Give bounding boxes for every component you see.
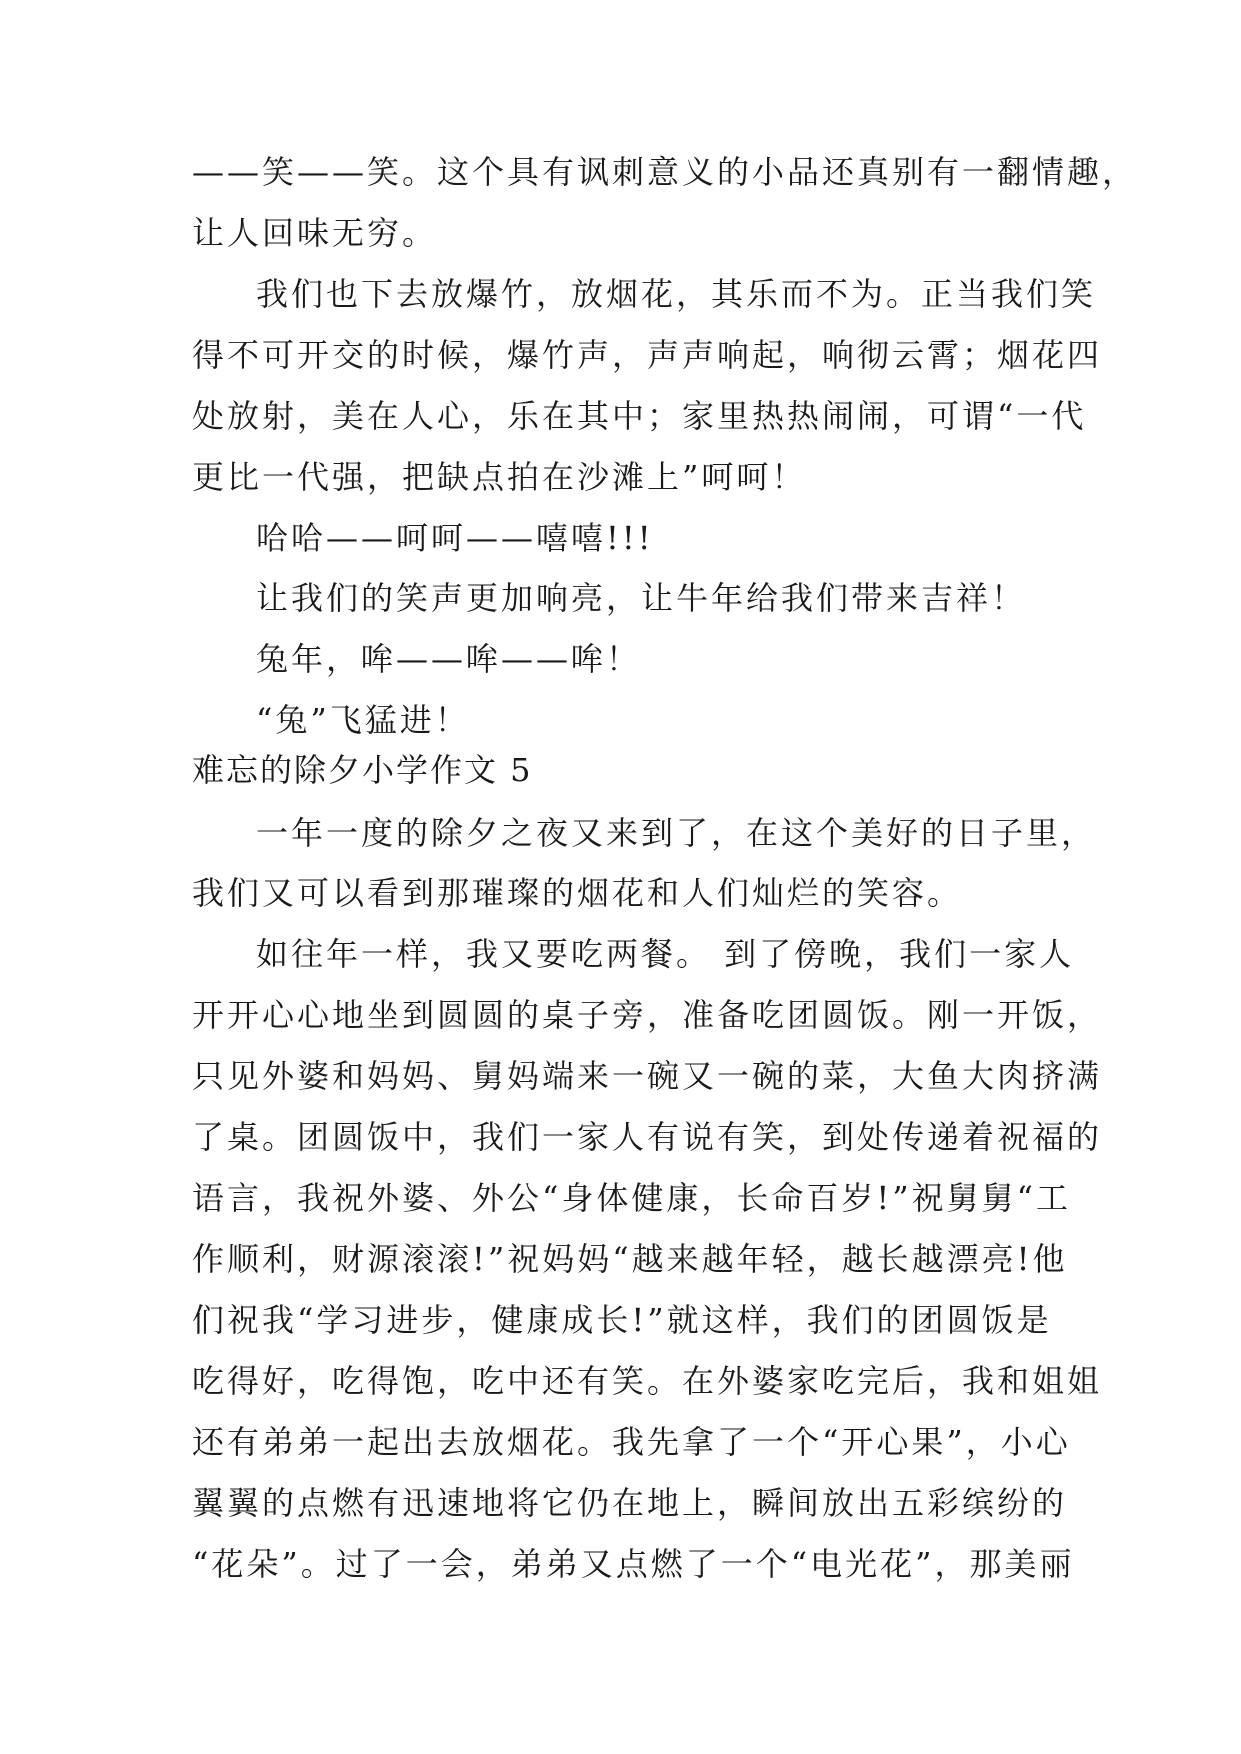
paragraph-line: “花朵”。过了一会，弟弟又点燃了一个“电光花”，那美丽 [192, 1545, 1075, 1583]
paragraph-line: 我们又可以看到那璀璨的烟花和人们灿烂的笑容。 [192, 874, 963, 912]
paragraph-line: 哈哈——呵呵——嘻嘻!!! [256, 519, 654, 557]
paragraph-line: 开开心心地坐到圆圆的桌子旁，准备吃团圆饭。刚一开饭， [192, 996, 1103, 1034]
paragraph-line: 兔年，哞——哞——哞！ [256, 640, 642, 678]
paragraph-line: 吃得好，吃得饱，吃中还有笑。在外婆家吃完后，我和姐姐 [192, 1362, 1103, 1400]
paragraph-line: 得不可开交的时候，爆竹声，声声响起，响彻云霄；烟花四 [192, 336, 1103, 374]
paragraph-line: 了桌。团圆饭中，我们一家人有说有笑，到处传递着祝福的 [192, 1118, 1103, 1156]
paragraph-line: 如往年一样，我又要吃两餐。 到了傍晚，我们一家人 [256, 935, 1075, 973]
paragraph-line: 让人回味无穷。 [192, 214, 438, 252]
paragraph-line: 翼翼的点燃有迅速地将它仍在地上，瞬间放出五彩缤纷的 [192, 1484, 1068, 1522]
paragraph-line: 我们也下去放爆竹，放烟花，其乐而不为。正当我们笑 [256, 275, 1097, 313]
paragraph-line: 语言，我祝外婆、外公“身体健康，长命百岁!”祝舅舅“工 [192, 1179, 1071, 1217]
paragraph-line: 更比一代强，把缺点拍在沙滩上”呵呵！ [192, 458, 807, 496]
paragraph-line: 一年一度的除夕之夜又来到了，在这个美好的日子里， [256, 814, 1097, 852]
section-heading: 难忘的除夕小学作文 5 [192, 751, 533, 789]
paragraph-line: 们祝我“学习进步，健康成长!”就这样，我们的团圆饭是 [192, 1301, 1052, 1339]
paragraph-line: ——笑——笑。这个具有讽刺意义的小品还真别有一翻情趣， [192, 153, 1138, 191]
paragraph-line: 只见外婆和妈妈、舅妈端来一碗又一碗的菜，大鱼大肉挤满 [192, 1057, 1103, 1095]
paragraph-line: 处放射，美在人心，乐在其中；家里热热闹闹，可谓“一代 [192, 397, 1087, 435]
paragraph-line: 让我们的笑声更加响亮，让牛年给我们带来吉祥！ [256, 579, 1027, 617]
paragraph-line: 还有弟弟一起出去放烟花。我先拿了一个“开心果”，小心 [192, 1423, 1071, 1461]
paragraph-line: “兔”飞猛进！ [256, 701, 470, 739]
paragraph-line: 作顺利，财源滚滚!”祝妈妈“越来越年轻，越长越漂亮!他 [192, 1240, 1068, 1278]
